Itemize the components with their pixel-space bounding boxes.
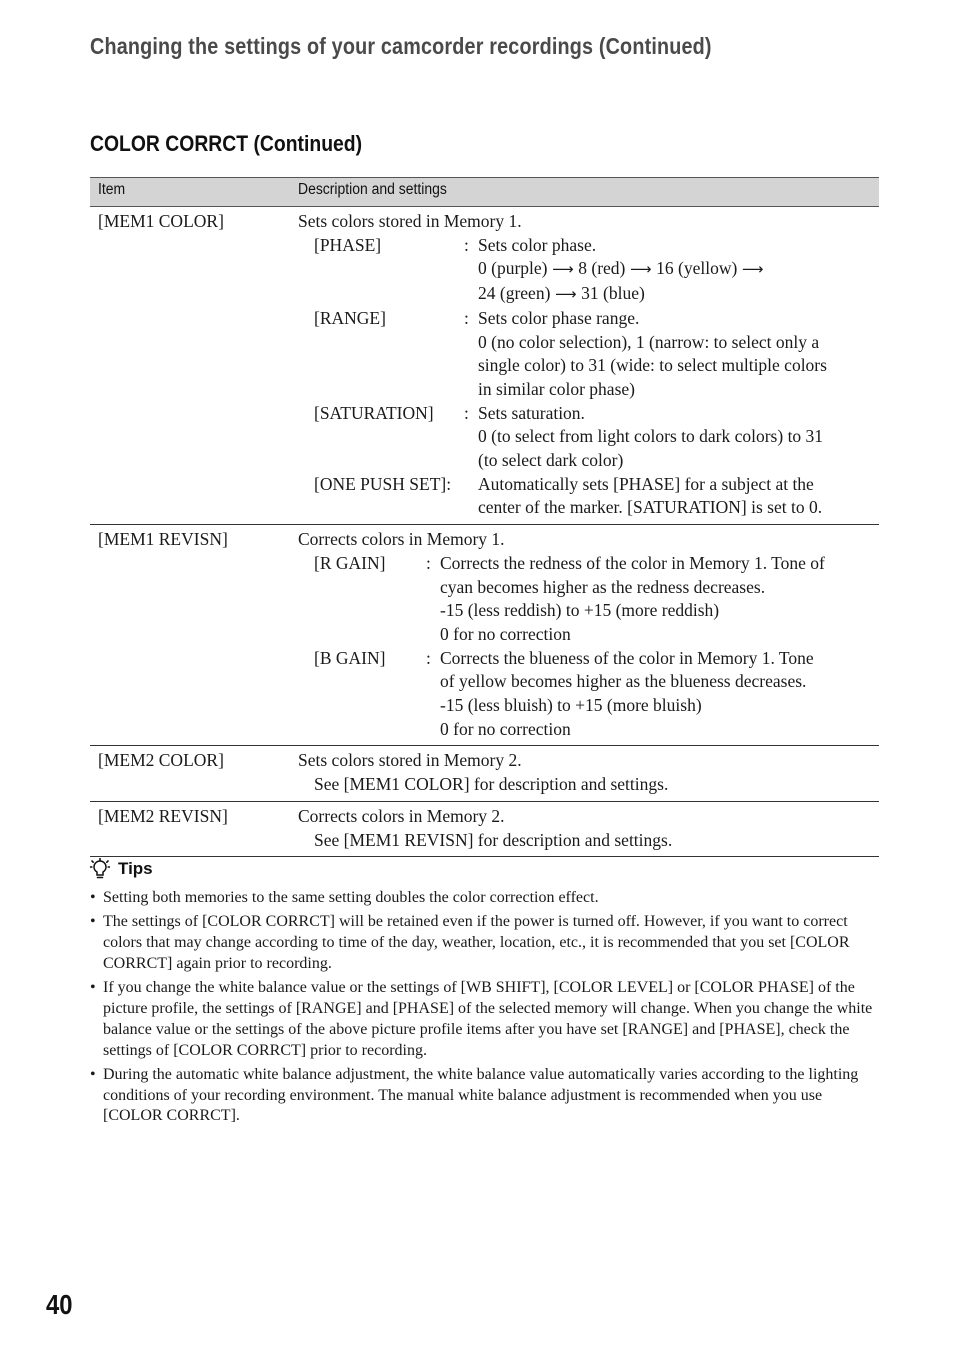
setting-text: 0 for no correction [440,718,571,739]
setting-saturation [298,402,879,473]
phase-value: 24 (green) [478,283,551,304]
setting-text: Sets color phase range. [478,307,640,328]
setting-r-gain [298,552,879,647]
setting-text: Automatically sets [PHASE] for a subject at the [478,473,814,494]
table-row-mem1-color [90,207,879,525]
item-name: [MEM1 REVISN] [98,529,228,550]
setting-text: 0 for no correction [440,623,571,644]
setting-one-push-set [298,473,879,520]
colon: : [464,307,469,328]
table-row-mem2-color [90,746,879,801]
arrow-right-icon: ⟶ [741,260,764,279]
item-name: [MEM2 REVISN] [98,805,228,826]
tip-text: The settings of [COLOR CORRCT] will be retained even if the power is turned off. However, if you want to correct colors that may change according to time of the day, weather, location, etc., it is recommended that you set [COLOR CORRCT] again prior to recording. [103,913,850,972]
tip-item [90,978,880,1061]
table-header [90,177,879,207]
tips-list [90,888,880,1131]
bullet: • [90,913,96,931]
table-row-mem2-revisn [90,802,879,857]
item-name: [MEM2 COLOR] [98,750,224,771]
setting-text: cyan becomes higher as the redness decreases. [440,576,766,597]
bullet: • [90,979,96,997]
setting-label: [PHASE] [314,234,382,255]
setting-label: [ONE PUSH SET]: [314,473,452,494]
column-header-item: Item [98,181,126,198]
setting-label: [R GAIN] [314,552,386,573]
phase-range-line [478,282,879,307]
tip-item [90,1065,880,1127]
description-intro: Sets colors stored in Memory 1. [298,211,522,231]
setting-text: 0 (to select from light colors to dark colors) to 31 [478,426,824,447]
item-description [298,746,879,800]
column-header-description: Description and settings [298,181,447,198]
description-note: See [MEM1 REVISN] for description and settings. [314,829,673,850]
setting-text: (to select dark color) [478,450,624,471]
item-description [298,525,879,745]
description-intro: Corrects colors in Memory 2. [298,805,505,826]
settings-table [90,177,879,857]
setting-phase [298,234,879,307]
setting-text: Corrects the blueness of the color in Memory 1. Tone [440,647,814,668]
phase-value: 0 (purple) [478,258,548,279]
bullet: • [90,889,96,906]
setting-text: in similar color phase) [478,378,635,399]
description-intro: Corrects colors in Memory 1. [298,529,505,550]
setting-label: [SATURATION] [314,402,434,423]
description-intro: Sets colors stored in Memory 2. [298,750,522,771]
setting-text: Sets color phase. [478,234,597,255]
bullet: • [90,1065,96,1083]
phase-value: 31 (blue) [581,283,645,304]
tip-item [90,912,880,974]
colon: : [426,552,431,573]
tip-text: During the automatic white balance adjustment, the white balance value automatically varies according to the lighting conditions of your recording environment. The manual white balance adjustment is recommended when you use [COLOR CORRCT]. [103,1065,859,1125]
colon: : [464,234,469,255]
phase-value: 16 (yellow) [656,258,738,279]
setting-text: single color) to 31 (wide: to select multiple colors [478,355,827,376]
section-title: COLOR CORRCT (Continued) [90,131,363,156]
page-title: Changing the settings of your camcorder recordings (Continued) [90,33,712,59]
arrow-right-icon: ⟶ [552,260,574,279]
table-row-mem1-revisn [90,525,879,746]
page-number: 40 [46,1289,73,1320]
description-note: See [MEM1 COLOR] for description and settings. [314,774,669,795]
tips-title: Tips [118,859,153,878]
setting-label: [B GAIN] [314,647,386,668]
setting-text: -15 (less reddish) to +15 (more reddish) [440,600,720,621]
setting-text: -15 (less bluish) to +15 (more bluish) [440,695,702,716]
item-description [298,207,879,524]
setting-text: Corrects the redness of the color in Memory 1. Tone of [440,552,825,573]
colon: : [464,402,469,423]
arrow-right-icon: ⟶ [630,260,652,279]
tip-item [90,888,880,909]
tip-text: If you change the white balance value or the settings of [WB SHIFT], [COLOR LEVEL] or [COLOR PHASE] of the picture profile, the settings of [RANGE] and [PHASE] of the selected memory will change. When you change the white balance value or the settings of the above picture profile items after you have set [RANGE] and [PHASE], check the settings of [COLOR CORRCT] prior to recording. [103,979,873,1059]
phase-value: 8 (red) [578,258,626,279]
setting-text: center of the marker. [SATURATION] is set to 0. [478,497,823,518]
item-description [298,802,879,856]
lightbulb-icon [90,858,110,880]
tips-heading [90,858,153,880]
setting-b-gain [298,647,879,742]
setting-text: 0 (no color selection), 1 (narrow: to select only a [478,331,820,352]
item-name: [MEM1 COLOR] [98,211,224,231]
setting-text: Sets saturation. [478,402,585,423]
colon: : [426,647,431,668]
arrow-right-icon: ⟶ [555,285,577,304]
phase-range-line [478,257,879,282]
setting-label: [RANGE] [314,307,386,328]
setting-range [298,307,879,402]
tip-text: Setting both memories to the same setting doubles the color correction effect. [103,889,599,906]
setting-text: of yellow becomes higher as the blueness decreases. [440,671,807,692]
